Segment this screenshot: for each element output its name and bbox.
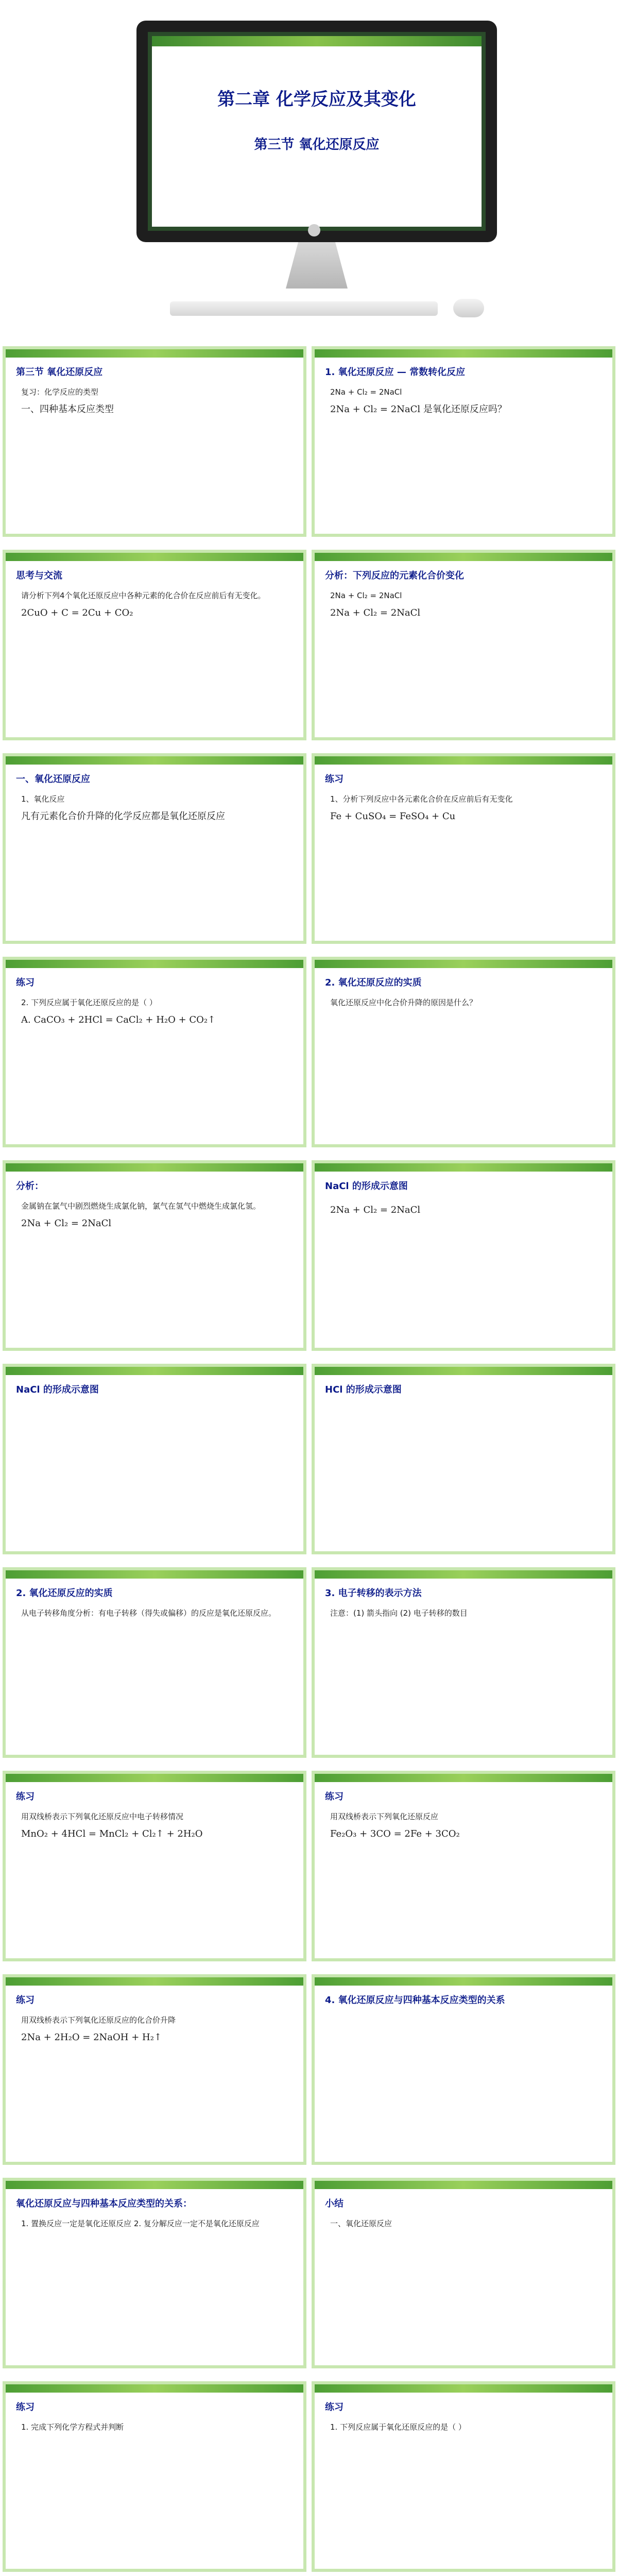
slide-heading: 练习 <box>325 1791 344 1802</box>
slide-panel <box>3 550 306 740</box>
slide-panel <box>312 753 615 944</box>
slide-heading: 2. 氧化还原反应的实质 <box>325 977 422 988</box>
slide-body <box>330 1199 597 1217</box>
slide-text: 金属钠在氯气中剧烈燃烧生成氯化钠，氯气在氢气中燃烧生成氯化氢。 <box>21 1201 261 1211</box>
slide-heading: 练习 <box>16 2402 35 2413</box>
slide-text: 1. 完成下列化学方程式并判断 <box>21 2422 124 2432</box>
slide-panel <box>3 1974 306 2165</box>
slide-body <box>21 792 288 823</box>
monitor-screen <box>148 32 486 231</box>
slide-heading: HCl 的形成示意图 <box>325 1384 402 1395</box>
slide-panel <box>3 2381 306 2572</box>
slide-body <box>330 996 597 1013</box>
slide-text: 氧化还原反应中化合价升降的原因是什么？ <box>330 998 477 1007</box>
slide-heading: 2. 氧化还原反应的实质 <box>16 1588 113 1599</box>
monitor-illustration <box>136 21 497 242</box>
slide-text: 从电子转移角度分析：有电子转移（得失或偏移）的反应是氧化还原反应。 <box>21 1608 277 1618</box>
slide-body <box>330 2420 597 2438</box>
slide-panel <box>3 1160 306 1351</box>
slide-body <box>21 1810 288 1841</box>
slide-body <box>21 1606 288 1624</box>
slide-heading: 练习 <box>325 774 344 785</box>
slide-body <box>21 589 288 620</box>
slide-panel <box>3 2178 306 2368</box>
slide-body <box>21 1199 288 1230</box>
slide-heading: 思考与交流 <box>16 570 62 581</box>
slide-body <box>330 385 597 416</box>
slide-panel <box>312 2178 615 2368</box>
slide-text: 用双线桥表示下列氧化还原反应中电子转移情况 <box>21 1812 184 1821</box>
slide-equation: A. CaCO₃ + 2HCl = CaCl₂ + H₂O + CO₂↑ <box>21 1014 216 1025</box>
slide-panel <box>312 346 615 537</box>
slide-body <box>21 2013 288 2044</box>
slide-panel <box>312 1567 615 1758</box>
slide-panel <box>312 2381 615 2572</box>
slide-heading: 练习 <box>325 2402 344 2413</box>
slide-body <box>21 1403 288 1407</box>
slide-panel <box>312 957 615 1147</box>
slide-panel <box>3 1771 306 1961</box>
slide-equation: Fe₂O₃ + 3CO = 2Fe + 3CO₂ <box>330 1828 460 1839</box>
slide-panel <box>3 957 306 1147</box>
slide-heading: 1. 氧化还原反应 — 常数转化反应 <box>325 367 466 378</box>
cover-subtitle: 第三节 氧化还原反应 <box>254 137 380 152</box>
slide-equation: 2CuO + C = 2Cu + CO₂ <box>21 607 133 618</box>
slide-heading: NaCl 的形成示意图 <box>16 1384 99 1395</box>
slide-text: 1. 置换反应一定是氧化还原反应 2. 复分解反应一定不是氧化还原反应 <box>21 2219 260 2228</box>
slide-equation: 2Na + Cl₂ = 2NaCl <box>330 1205 421 1215</box>
slide-heading: 练习 <box>16 977 35 988</box>
slide-text: 一、氧化还原反应 <box>330 2219 392 2228</box>
slide-panel <box>3 346 306 537</box>
slide-heading: 一、氧化还原反应 <box>16 774 90 785</box>
slide-equation: Fe + CuSO₄ = FeSO₄ + Cu <box>330 811 456 822</box>
slide-equation: 2Na + 2H₂O = 2NaOH + H₂↑ <box>21 2032 162 2043</box>
slide-text: 1、分析下列反应中各元素化合价在反应前后有无变化 <box>330 794 513 804</box>
slide-heading: 分析：下列反应的元素化合价变化 <box>325 570 464 581</box>
mouse-illustration <box>453 299 484 317</box>
slide-panel <box>312 1364 615 1554</box>
apple-logo-icon <box>308 224 320 236</box>
slide-heading: 第三节 氧化还原反应 <box>16 367 103 378</box>
slide-equation: 2Na + Cl₂ = 2NaCl <box>330 607 421 618</box>
slide-equation: 一、四种基本反应类型 <box>21 404 114 415</box>
slide-text: 请分析下列4个氧化还原反应中各种元素的化合价在反应前后有无变化。 <box>21 591 266 600</box>
slide-panel <box>3 753 306 944</box>
keyboard-illustration <box>170 301 438 316</box>
slide-text: 用双线桥表示下列氧化还原反应的化合价升降 <box>21 2015 176 2025</box>
slide-body <box>330 589 597 620</box>
slide-body <box>330 1606 597 1624</box>
slide-heading: 分析： <box>16 1181 44 1192</box>
slide-body <box>21 996 288 1027</box>
monitor-stand <box>286 242 348 289</box>
slide-text: 2Na + Cl₂ = 2NaCl <box>330 387 402 397</box>
slide-equation: 2Na + Cl₂ = 2NaCl 是氧化还原反应吗？ <box>330 404 507 415</box>
slide-text: 1. 下列反应属于氧化还原反应的是（ ） <box>330 2422 466 2432</box>
slide-text: 1、氧化反应 <box>21 794 65 804</box>
slide-text: 2Na + Cl₂ = 2NaCl <box>330 591 402 600</box>
slide-panel <box>312 1974 615 2165</box>
slide-equation: MnO₂ + 4HCl = MnCl₂ + Cl₂↑ + 2H₂O <box>21 1828 203 1839</box>
slide-heading: 练习 <box>16 1791 35 1802</box>
slide-text: 注意：(1) 箭头指向 (2) 电子转移的数目 <box>330 1608 468 1618</box>
cover-title: 第二章 化学反应及其变化 <box>217 89 416 110</box>
slide-body <box>330 2217 597 2234</box>
slide-text: 2. 下列反应属于氧化还原反应的是（ ） <box>21 998 157 1007</box>
slide-heading: 4. 氧化还原反应与四种基本反应类型的关系 <box>325 1995 505 2006</box>
slide-body <box>21 2217 288 2234</box>
slide-body <box>21 2420 288 2438</box>
slide-panel <box>3 1364 306 1554</box>
cover-hero <box>0 0 618 342</box>
slide-panel <box>312 1160 615 1351</box>
slide-body <box>330 2013 597 2018</box>
vine-decoration <box>152 36 482 46</box>
slide-panel <box>312 1771 615 1961</box>
slide-heading: NaCl 的形成示意图 <box>325 1181 408 1192</box>
slide-body <box>21 385 288 416</box>
slide-heading: 3. 电子转移的表示方法 <box>325 1588 422 1599</box>
slide-text: 用双线桥表示下列氧化还原反应 <box>330 1812 439 1821</box>
slide-heading: 氧化还原反应与四种基本反应类型的关系： <box>16 2198 192 2209</box>
slide-body <box>330 1403 597 1407</box>
slide-heading: 小结 <box>325 2198 344 2209</box>
slide-text: 复习：化学反应的类型 <box>21 387 99 397</box>
slide-equation: 2Na + Cl₂ = 2NaCl <box>21 1218 112 1229</box>
slide-equation: 凡有元素化合价升降的化学反应都是氧化还原反应 <box>21 811 225 822</box>
slide-body <box>330 1810 597 1841</box>
slide-panel <box>312 550 615 740</box>
slide-body <box>330 792 597 823</box>
slide-panel <box>3 1567 306 1758</box>
slide-heading: 练习 <box>16 1995 35 2006</box>
